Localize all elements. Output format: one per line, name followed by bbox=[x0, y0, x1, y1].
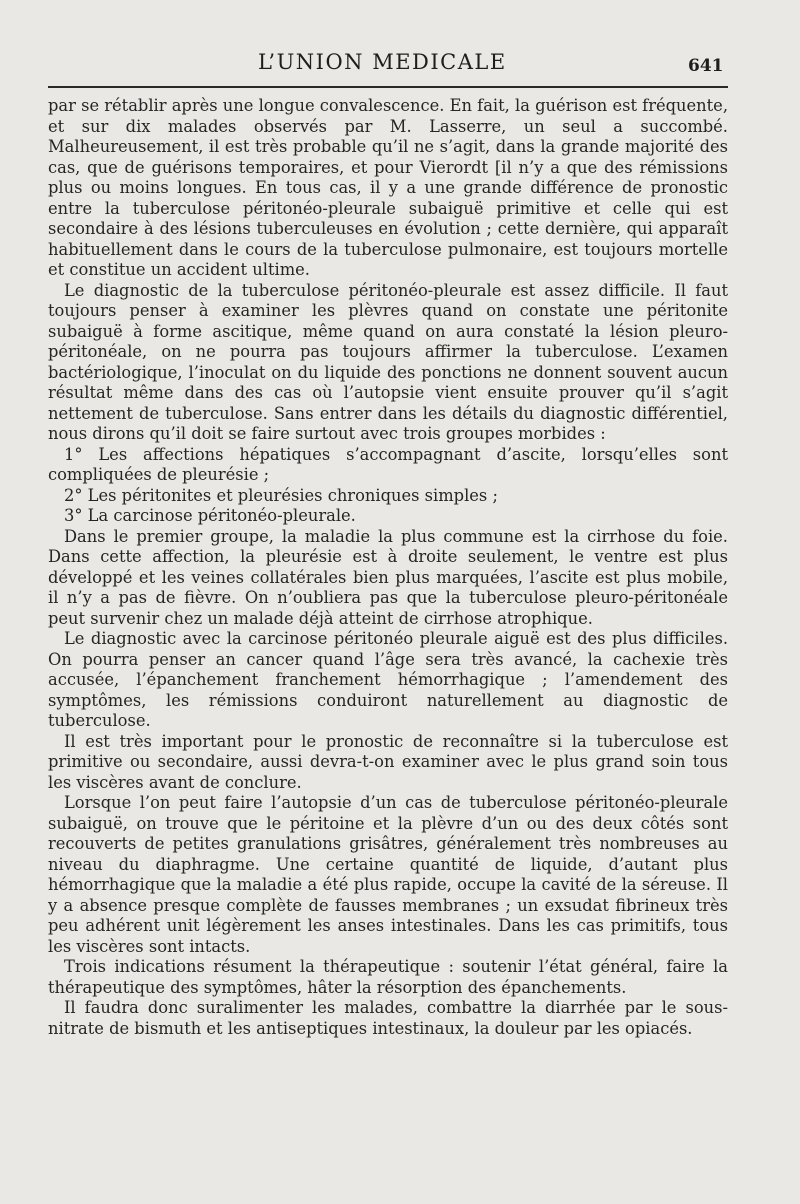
list-item-1: 1° Les affections hépatiques s’accompagnant d’ascite, lorsqu’elles sont compliquées de pleurésie ; bbox=[48, 444, 728, 484]
paragraph-carcinosis: Le diagnostic avec la carcinose péritonéo pleurale aiguë est des plus difficiles. On pourra penser an cancer quand l’âge sera très avancé, la cachexie très accusée, l’épanchement franchement hémorrhagique ; l’amendement des symptômes, les rémissions conduiront naturellement au diagnostic de tuberculose. bbox=[48, 629, 728, 730]
running-title: L’UNION MEDICALE bbox=[258, 50, 507, 74]
paragraph-autopsy: Lorsque l’on peut faire l’autopsie d’un cas de tuberculose péritonéo-pleurale subaiguë, on trouve que le péritoine et la plèvre d’un ou des deux côtés sont recouverts de petites granulations grisâtres, généralement très nombreuses au niveau du diaphragme. Une certaine quantité de liquide, d’autant plus hémorrhagique que la maladie a été plus rapide, occupe la cavité de la séreuse. Il y a absence presque complète de fausses membranes ; un exsudat fibrineux très peu adhérent unit légèrement les anses intestinales. Dans les cas primitifs, tous les viscères sont intacts. bbox=[48, 793, 728, 956]
list-item-2: 2° Les péritonites et pleurésies chroniques simples ; bbox=[64, 485, 498, 505]
body-text bbox=[48, 96, 728, 1039]
header-rule bbox=[48, 86, 728, 88]
paragraph-therapy: Trois indications résument la thérapeutique : soutenir l’état général, faire la thérapeutique des symptômes, hâter la résorption des épanchements. bbox=[48, 957, 728, 997]
paragraph-importance: Il est très important pour le pronostic de reconnaître si la tuberculose est primitive ou secondaire, aussi devra-t-on examiner avec le plus grand soin tous les viscères avant de conclure. bbox=[48, 731, 728, 792]
page-number: 641 bbox=[688, 56, 724, 76]
paragraph-prognosis: par se rétablir après une longue convalescence. En fait, la guérison est fréquente, et sur dix malades observés par M. Lasserre, un seul a succombé. Malheureusement, il est très probable qu’il ne s’agit, dans la grande majorité des cas, que de guérisons temporaires, et pour Vierordt [il n’y a que des rémissions plus ou moins longues. En tous cas, il y a une grande différence de pronostic entre la tuberculose péritonéo-pleurale subaiguë primitive et celle qui est secondaire à des lésions tuberculeuses en évolution ; cette dernière, qui apparaît habituellement dans le cours de la tuberculose pulmonaire, est toujours mortelle et constitue un accident ultime. bbox=[48, 96, 728, 279]
list-item-3: 3° La carcinose péritonéo-pleurale. bbox=[64, 506, 356, 525]
paragraph-first-group: Dans le premier groupe, la maladie la plus commune est la cirrhose du foie. Dans cette affection, la pleurésie est à droite seulement, le ventre est plus développé et les veines collatérales bien plus marquées, l’ascite est plus mobile, il n’y a pas de fièvre. On n’oubliera pas que la tuberculose pleuro-péritonéale peut survenir chez un malade déjà atteint de cirrhose atrophique. bbox=[48, 526, 728, 628]
page-header bbox=[0, 46, 800, 86]
paragraph-treatment: Il faudra donc suralimenter les malades, combattre la diarrhée par le sous-nitrate de bismuth et les antiseptiques intestinaux, la douleur par les opiacés. bbox=[48, 998, 728, 1038]
paragraph-diagnosis: Le diagnostic de la tuberculose péritonéo-pleurale est assez difficile. Il faut toujours penser à examiner les plèvres quand on constate une péritonite subaiguë à forme ascitique, même quand on aura constaté la lésion pleuro-péritonéale, on ne pourra pas toujours affirmer la tuberculose. L’examen bactériologique, l’inoculat on du liquide des ponctions ne donnent souvent aucun résultat même dans des cas où l’autopsie vient ensuite prouver qu’il s’agit nettement de tuberculose. Sans entrer dans les détails du diagnostic différentiel, nous dirons qu’il doit se faire surtout avec trois groupes morbides : bbox=[48, 280, 728, 443]
